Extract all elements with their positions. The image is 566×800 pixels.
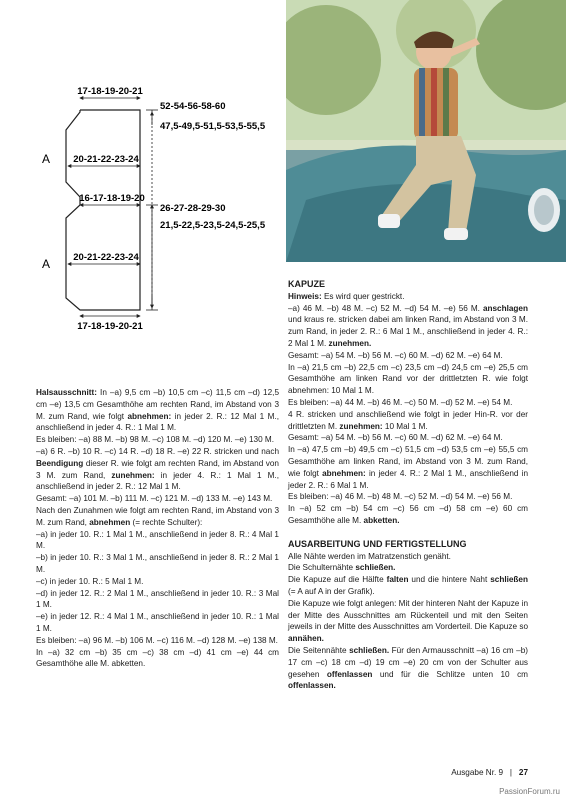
section-heading-ausarbeitung: AUSARBEITUNG UND FERTIGSTELLUNG — [288, 538, 467, 549]
right-bottom-label-2: 21,5-22,5-23,5-24,5-25,5 — [160, 220, 266, 231]
photo-child-on-car — [286, 0, 566, 262]
footer-separator: | — [509, 768, 513, 777]
paragraph: Die Kapuze auf die Hälfte falten und die hintere Naht schließen (= A auf A in der Grafik). — [288, 575, 528, 596]
paragraph: –a) 46 M. –b) 48 M. –c) 52 M. –d) 54 M. –e) 56 M. anschlagen und kraus re. stricken dabei am linken Rand, im Abstand von 3 M. zum Rand, in jeder 2. R.: 6 Mal 1 M., anschließend in jeder 4. R.: 2 Mal 1 M. zunehmen. — [288, 303, 528, 348]
page-footer — [451, 768, 528, 777]
watermark: PassionForum.ru — [499, 787, 560, 796]
paragraph: Alle Nähte werden im Matratzenstich genäht. — [288, 551, 451, 561]
bottom-width-label: 17-18-19-20-21 — [77, 321, 143, 332]
paragraph: Es bleiben: –a) 44 M. –b) 46 M. –c) 50 M. –d) 52 M. –e) 54 M. — [288, 397, 513, 407]
right-top-label-1: 52-54-56-58-60 — [160, 101, 226, 112]
paragraph: 4 R. stricken und anschließend wie folgt in jeder Hin-R. vor der drittletzten M. zunehmen: 10 Mal 1 M. — [288, 409, 528, 431]
schematic-diagram — [0, 0, 285, 345]
page-number: 27 — [518, 768, 528, 777]
paragraph: Die Schulternähte schließen. — [288, 563, 396, 573]
paragraph: Es bleiben: –a) 96 M. –b) 106 M. –c) 116 M. –d) 128 M. –e) 138 M. — [36, 635, 278, 645]
mid-upper-width-label: 20-21-22-23-24 — [73, 154, 139, 165]
paragraph: Es bleiben: –a) 46 M. –b) 48 M. –c) 52 M. –d) 54 M. –e) 56 M. — [288, 492, 513, 502]
left-text-column — [36, 387, 279, 670]
paragraph: In –a) 52 cm –b) 54 cm –c) 56 cm –d) 58 cm –e) 60 cm Gesamthöhe alle M. abketten. — [288, 504, 528, 525]
paragraph: In –a) 21,5 cm –b) 22,5 cm –c) 23,5 cm –d) 24,5 cm –e) 25,5 cm Gesamthöhe am linken Rand vor der drittletzten R. wie folgt abnehmen: 10 Mal 1 M. — [288, 362, 528, 396]
label-a-lower: A — [42, 257, 51, 271]
right-bottom-label-1: 26-27-28-29-30 — [160, 203, 226, 214]
top-width-label: 17-18-19-20-21 — [77, 86, 143, 97]
paragraph: Halsausschnitt: In –a) 9,5 cm –b) 10,5 cm –c) 11,5 cm –d) 12,5 cm –e) 13,5 cm Gesamthöhe am rechten Rand, im Abstand von 3 M. zum Rand, wie folgt abnehmen: in jeder 2. R.: 12 Mal 1 M., anschließend in jeder 4. R.: 1 Mal 1 M. — [36, 388, 279, 433]
paragraph: Es bleiben: –a) 88 M. –b) 98 M. –c) 108 M. –d) 120 M. –e) 130 M. — [36, 435, 275, 445]
paragraph: –e) in jeder 12. R.: 4 Mal 1 M., anschließend in jeder 10. R.: 1 Mal 1 M. — [36, 612, 279, 633]
neck-width-label: 16-17-18-19-20 — [79, 193, 145, 204]
section-heading-kapuze: KAPUZE — [288, 279, 326, 289]
paragraph: –a) 6 R. –b) 10 R. –c) 14 R. –d) 18 R. –e) 22 R. stricken und nach Beendigung dieser R. wie folgt am rechten Rand, im Abstand von 3 M. zum Rand, zunehmen: in jeder 4. R.: 1 Mal 1 M., anschließend in jeder 2. R.: 12 Mal 1 M. — [36, 446, 279, 492]
issue-label: Ausgabe Nr. 9 — [451, 768, 504, 777]
paragraph: –d) in jeder 12. R.: 2 Mal 1 M., anschließend in jeder 10. R.: 3 Mal 1 M. — [36, 588, 279, 610]
paragraph: Hinweis: Es wird quer gestrickt. — [288, 291, 405, 301]
pattern-outline — [66, 110, 140, 310]
label-a-upper: A — [42, 152, 51, 166]
paragraph: Gesamt: –a) 101 M. –b) 111 M. –c) 121 M. –d) 133 M. –e) 143 M. — [36, 494, 273, 504]
paragraph: In –a) 47,5 cm –b) 49,5 cm –c) 51,5 cm –d) 53,5 cm –e) 55,5 cm Gesamthöhe am linken Rand, im Abstand von 3 M. zum Rand, wie folgt abnehmen: in jeder 4. R.: 2 Mal 1 M., anschließend in jeder 2. R.: 6 Mal 1 M. — [288, 445, 528, 490]
paragraph: Gesamt: –a) 54 M. –b) 56 M. –c) 60 M. –d) 62 M. –e) 64 M. — [288, 350, 503, 360]
right-top-label-2: 47,5-49,5-51,5-53,5-55,5 — [160, 121, 266, 132]
paragraph: –a) in jeder 10. R.: 1 Mal 1 M., anschließend in jeder 8. R.: 4 Mal 1 M. — [36, 529, 279, 551]
paragraph: Gesamt: –a) 54 M. –b) 56 M. –c) 60 M. –d) 62 M. –e) 64 M. — [288, 433, 503, 443]
paragraph: –b) in jeder 10. R.: 3 Mal 1 M., anschließend in jeder 8. R.: 2 Mal 1 M. — [36, 553, 279, 574]
paragraph: In –a) 32 cm –b) 35 cm –c) 38 cm –d) 41 cm –e) 44 cm Gesamthöhe alle M. abketten. — [36, 647, 279, 669]
paragraph: Nach den Zunahmen wie folgt am rechten Rand, im Abstand von 3 M. zum Rand, abnehmen (= rechte Schulter): — [36, 505, 279, 527]
paragraph: Die Seitennähte schließen. Für den Armausschnitt –a) 16 cm –b) 17 cm –c) 18 cm –d) 19 cm –e) 20 cm von der Schulter aus gesehen offenlassen und für die Schlitze unten 10 cm offenlassen. — [288, 645, 528, 691]
paragraph: –c) in jeder 10. R.: 5 Mal 1 M. — [36, 576, 144, 586]
paragraph: Die Kapuze wie folgt anlegen: Mit der hinteren Naht der Kapuze in der Mitte des Ausschnittes am Rückenteil und mit den Seiten jeweils in der Mitte des Ausschnittes am Vorderteil. Die Kapuze so annähen. — [288, 598, 528, 644]
right-text-column — [288, 279, 528, 692]
mid-lower-width-label: 20-21-22-23-24 — [73, 252, 139, 263]
